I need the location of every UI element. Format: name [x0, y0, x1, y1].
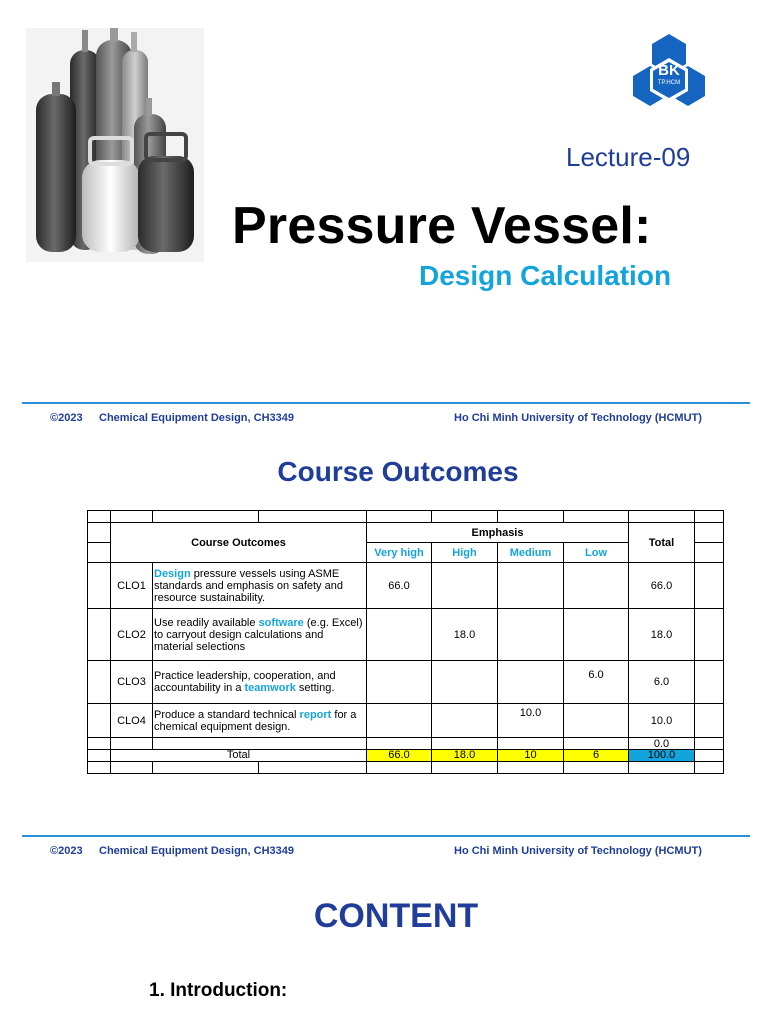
grand-total: 100.0 — [629, 750, 695, 762]
footer-university: Ho Chi Minh University of Technology (HCMUT) — [454, 845, 702, 857]
clo-keyword: teamwork — [244, 682, 296, 694]
emphasis-header: Emphasis — [367, 523, 629, 543]
table-row — [88, 511, 724, 523]
cell-medium — [498, 563, 564, 609]
slide-divider — [22, 835, 750, 837]
total-label: Total — [111, 750, 367, 762]
total-medium: 10 — [498, 750, 564, 762]
level-medium: Medium — [498, 543, 564, 563]
footer-course: Chemical Equipment Design, CH3349 — [99, 412, 294, 424]
footer-copyright: ©2023 — [50, 412, 83, 424]
clo-keyword: report — [299, 708, 332, 721]
slide-divider — [22, 402, 750, 404]
table-row — [88, 563, 724, 609]
lecture-number: Lecture-09 — [566, 142, 691, 172]
clo-keyword: software — [258, 616, 304, 629]
total-low: 6 — [564, 750, 629, 762]
cell-high: 18.0 — [432, 609, 498, 661]
cell-total: 6.0 — [629, 661, 695, 704]
course-outcomes-title: Course Outcomes — [277, 456, 519, 487]
clo-id: CLO2 — [111, 609, 153, 661]
university-logo — [630, 32, 708, 110]
blank-total: 0.0 — [629, 738, 695, 750]
clo-description: Design pressure vessels using ASME standards and emphasis on safety and resource sustainability. — [153, 563, 367, 609]
clo-description: Practice leadership, cooperation, and accountability in a teamwork setting. — [153, 661, 367, 704]
table-row — [88, 704, 724, 738]
cell-low — [564, 609, 629, 661]
table-row — [88, 609, 724, 661]
cell-low — [564, 704, 629, 738]
gas-cylinders-image — [26, 28, 204, 262]
table-row — [88, 762, 724, 774]
logo-text: BK — [658, 62, 680, 79]
clo-keyword: Design — [154, 567, 191, 580]
clo-description: Produce a standard technical report for a chemical equipment design. — [153, 704, 367, 738]
clo-description: Use readily available software (e.g. Excel) to carryout design calculations and material selections — [153, 609, 367, 661]
clo-id: CLO1 — [111, 563, 153, 609]
clo-id: CLO3 — [111, 661, 153, 704]
cell-medium — [498, 609, 564, 661]
level-high: High — [432, 543, 498, 563]
presentation-subtitle: Design Calculation — [419, 260, 672, 291]
cell-total: 10.0 — [629, 704, 695, 738]
footer-university: Ho Chi Minh University of Technology (HCMUT) — [454, 412, 702, 424]
cell-low: 6.0 — [564, 661, 629, 704]
total-header: Total — [629, 523, 695, 563]
cell-high — [432, 704, 498, 738]
table-row-total — [88, 750, 724, 762]
cell-high — [432, 563, 498, 609]
level-very-high: Very high — [367, 543, 432, 563]
table-row — [88, 523, 724, 543]
course-outcomes-header: Course Outcomes — [111, 523, 367, 563]
logo-subtext: TP.HCM — [657, 80, 681, 86]
cell-very-high — [367, 704, 432, 738]
presentation-title: Pressure Vessel: — [232, 197, 652, 255]
cell-total: 66.0 — [629, 563, 695, 609]
gas-cylinders-icon — [26, 28, 204, 262]
cell-total: 18.0 — [629, 609, 695, 661]
cell-very-high: 66.0 — [367, 563, 432, 609]
cell-very-high — [367, 609, 432, 661]
cell-medium — [498, 661, 564, 704]
total-high: 18.0 — [432, 750, 498, 762]
content-item-introduction: 1. Introduction: — [149, 980, 288, 1001]
clo-id: CLO4 — [111, 704, 153, 738]
cell-high — [432, 661, 498, 704]
footer-course: Chemical Equipment Design, CH3349 — [99, 845, 294, 857]
cell-low — [564, 563, 629, 609]
cell-very-high — [367, 661, 432, 704]
content-title: CONTENT — [313, 897, 479, 935]
table-row — [88, 738, 724, 750]
cell-medium: 10.0 — [498, 704, 564, 738]
course-outcomes-table — [87, 510, 724, 774]
total-very-high: 66.0 — [367, 750, 432, 762]
footer-copyright: ©2023 — [50, 845, 83, 857]
level-low: Low — [564, 543, 629, 563]
table-row — [88, 661, 724, 704]
